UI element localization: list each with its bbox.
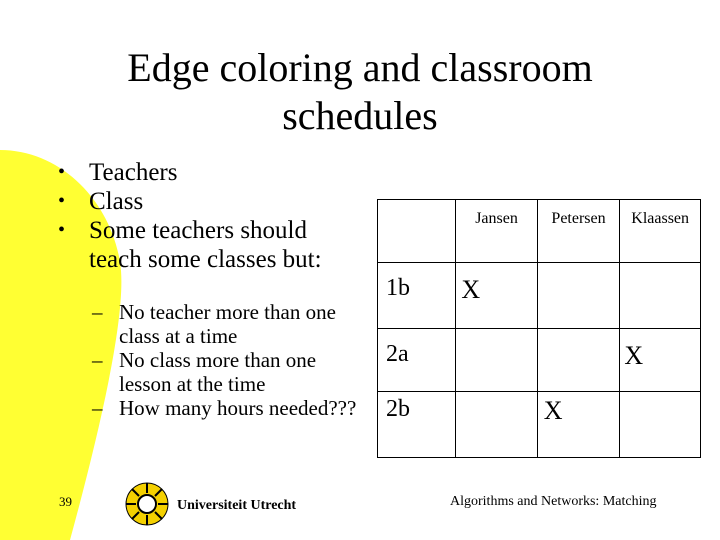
page-number: 39 (59, 494, 72, 509)
row-label: 2b (378, 392, 456, 458)
table-row (378, 263, 701, 329)
table-cell (620, 263, 701, 329)
sub-bullet-item: – No class more than one lesson at the time (92, 348, 317, 396)
university-logo (123, 480, 299, 528)
row-label: 1b (378, 263, 456, 329)
bullet-item: • Teachers (58, 159, 178, 186)
column-header: Petersen (537, 200, 620, 263)
column-header: Klaassen (620, 200, 701, 263)
column-header: Jansen (456, 200, 537, 263)
slide-title: Edge coloring and classroom schedules (127, 45, 593, 138)
footer-text: Algorithms and Networks: Matching (450, 494, 657, 509)
row-label: 2a (378, 329, 456, 392)
bullet-item: • Class (58, 188, 144, 215)
bullet-list (58, 158, 358, 274)
table-cell (537, 263, 620, 329)
table-cell: X (537, 392, 620, 458)
schedule-table (377, 199, 701, 460)
logo-text: Universiteit Utrecht (177, 498, 297, 513)
table-cell (456, 392, 537, 458)
table-row (378, 329, 701, 392)
table-row (378, 392, 701, 458)
table-header-row (378, 200, 701, 263)
table-cell: X (620, 329, 701, 392)
table-corner-cell (378, 200, 456, 263)
sub-bullet-item: – No teacher more than one class at a time (92, 300, 336, 348)
table-cell (537, 329, 620, 392)
table-cell (456, 329, 537, 392)
table-cell: X (456, 263, 537, 329)
sub-bullet-item: – How many hours needed??? (92, 396, 357, 420)
sun-emblem-icon (126, 483, 168, 525)
bullet-item: • Some teachers should teach some classes but: (58, 217, 322, 273)
sub-bullet-list (92, 300, 360, 420)
table-cell (620, 392, 701, 458)
